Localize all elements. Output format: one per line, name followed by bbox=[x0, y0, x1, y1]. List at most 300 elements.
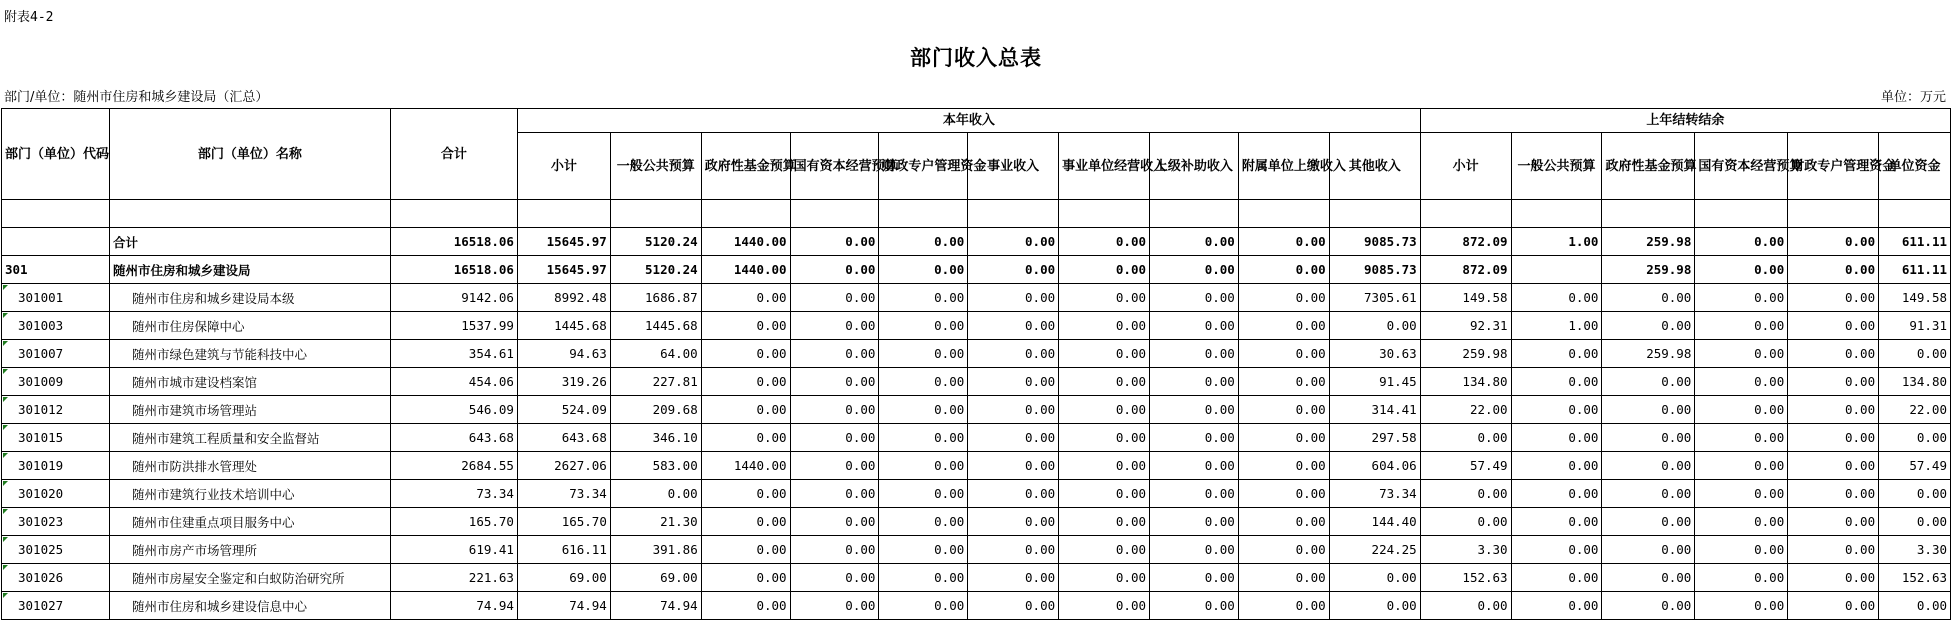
row-value: 224.25 bbox=[1329, 536, 1420, 564]
row-value: 0.00 bbox=[968, 256, 1059, 284]
header-cy-col: 事业收入 bbox=[968, 133, 1059, 200]
report-title: 部门收入总表 bbox=[910, 46, 1042, 70]
row-value: 0.00 bbox=[1695, 480, 1788, 508]
table-row bbox=[2, 228, 1951, 256]
row-value: 0.00 bbox=[879, 424, 968, 452]
row-value: 0.00 bbox=[1511, 368, 1602, 396]
row-value: 15645.97 bbox=[517, 228, 610, 256]
row-value: 0.00 bbox=[879, 228, 968, 256]
row-name: 随州市住房保障中心 bbox=[110, 312, 391, 340]
row-value: 3.30 bbox=[1420, 536, 1511, 564]
row-value: 0.00 bbox=[879, 480, 968, 508]
row-value: 0.00 bbox=[790, 564, 879, 592]
row-value: 1445.68 bbox=[610, 312, 701, 340]
row-value: 0.00 bbox=[1150, 452, 1239, 480]
row-value: 0.00 bbox=[1150, 424, 1239, 452]
row-value: 0.00 bbox=[1602, 368, 1695, 396]
row-value: 0.00 bbox=[879, 312, 968, 340]
row-value: 91.31 bbox=[1879, 312, 1951, 340]
row-value: 0.00 bbox=[1150, 340, 1239, 368]
table-row bbox=[2, 368, 1951, 396]
row-value: 0.00 bbox=[1879, 340, 1951, 368]
row-value: 0.00 bbox=[790, 592, 879, 620]
row-value: 0.00 bbox=[1329, 592, 1420, 620]
row-name: 合计 bbox=[110, 228, 391, 256]
row-value: 0.00 bbox=[1420, 592, 1511, 620]
row-value: 0.00 bbox=[1788, 536, 1879, 564]
row-value: 0.00 bbox=[1150, 312, 1239, 340]
row-value: 0.00 bbox=[1511, 480, 1602, 508]
row-code: 301 bbox=[2, 256, 110, 284]
row-value: 0.00 bbox=[701, 368, 790, 396]
row-value: 0.00 bbox=[701, 592, 790, 620]
table-row bbox=[2, 480, 1951, 508]
row-value: 0.00 bbox=[1511, 592, 1602, 620]
table-body bbox=[2, 228, 1951, 620]
header-total: 合计 bbox=[390, 109, 517, 200]
row-value: 22.00 bbox=[1420, 396, 1511, 424]
row-value: 0.00 bbox=[1602, 312, 1695, 340]
header-cy-col: 事业单位经营收入 bbox=[1059, 133, 1150, 200]
row-value: 0.00 bbox=[1238, 284, 1329, 312]
row-code: 301012 bbox=[2, 396, 110, 424]
row-value: 546.09 bbox=[390, 396, 517, 424]
row-value: 0.00 bbox=[790, 536, 879, 564]
row-value: 346.10 bbox=[610, 424, 701, 452]
header-cy-col: 财政专户管理资金 bbox=[879, 133, 968, 200]
row-value: 0.00 bbox=[1238, 368, 1329, 396]
row-value: 0.00 bbox=[1059, 592, 1150, 620]
row-value: 0.00 bbox=[1695, 312, 1788, 340]
row-value: 0.00 bbox=[1511, 564, 1602, 592]
row-value: 1.00 bbox=[1511, 312, 1602, 340]
table-row bbox=[2, 592, 1951, 620]
header-cy-col: 附属单位上缴收入 bbox=[1238, 133, 1329, 200]
row-value: 0.00 bbox=[1879, 508, 1951, 536]
row-value: 319.26 bbox=[517, 368, 610, 396]
row-value: 0.00 bbox=[1695, 396, 1788, 424]
row-code: 301025 bbox=[2, 536, 110, 564]
row-value: 16518.06 bbox=[390, 256, 517, 284]
row-value: 0.00 bbox=[1150, 592, 1239, 620]
row-code: 301003 bbox=[2, 312, 110, 340]
row-value: 611.11 bbox=[1879, 256, 1951, 284]
row-value: 0.00 bbox=[1602, 592, 1695, 620]
row-value: 73.34 bbox=[390, 480, 517, 508]
row-value: 0.00 bbox=[968, 592, 1059, 620]
row-value: 9142.06 bbox=[390, 284, 517, 312]
row-code: 301001 bbox=[2, 284, 110, 312]
header-name: 部门（单位）名称 bbox=[110, 109, 391, 200]
row-value: 0.00 bbox=[879, 592, 968, 620]
row-value: 149.58 bbox=[1879, 284, 1951, 312]
row-value: 0.00 bbox=[1238, 536, 1329, 564]
header-cy-col: 政府性基金预算 bbox=[701, 133, 790, 200]
row-name: 随州市住房和城乡建设局本级 bbox=[110, 284, 391, 312]
row-value: 0.00 bbox=[879, 508, 968, 536]
row-value: 0.00 bbox=[701, 396, 790, 424]
row-value: 144.40 bbox=[1329, 508, 1420, 536]
row-value: 0.00 bbox=[1788, 228, 1879, 256]
row-code: 301020 bbox=[2, 480, 110, 508]
header-co-col: 财政专户管理资金 bbox=[1788, 133, 1879, 200]
row-value: 0.00 bbox=[1059, 396, 1150, 424]
attachment-label: 附表4-2 bbox=[4, 10, 54, 25]
row-value: 7305.61 bbox=[1329, 284, 1420, 312]
row-value: 616.11 bbox=[517, 536, 610, 564]
row-value: 0.00 bbox=[968, 368, 1059, 396]
table-row bbox=[2, 508, 1951, 536]
row-value: 0.00 bbox=[968, 564, 1059, 592]
row-value: 91.45 bbox=[1329, 368, 1420, 396]
header-co-col: 国有资本经营预算 bbox=[1695, 133, 1788, 200]
row-value: 0.00 bbox=[1059, 284, 1150, 312]
row-value: 0.00 bbox=[790, 340, 879, 368]
row-value: 0.00 bbox=[1238, 312, 1329, 340]
row-value: 30.63 bbox=[1329, 340, 1420, 368]
row-value: 0.00 bbox=[1511, 340, 1602, 368]
row-value: 0.00 bbox=[701, 424, 790, 452]
department-label: 部门/单位：随州市住房和城乡建设局（汇总） bbox=[4, 90, 269, 105]
row-code: 301023 bbox=[2, 508, 110, 536]
row-value: 134.80 bbox=[1879, 368, 1951, 396]
header-cy-col: 上级补助收入 bbox=[1150, 133, 1239, 200]
row-value: 0.00 bbox=[1059, 452, 1150, 480]
row-value: 0.00 bbox=[1059, 256, 1150, 284]
row-name: 随州市住房和城乡建设信息中心 bbox=[110, 592, 391, 620]
row-value: 0.00 bbox=[1150, 228, 1239, 256]
row-value: 0.00 bbox=[1238, 564, 1329, 592]
row-value: 524.09 bbox=[517, 396, 610, 424]
header-cy-col: 一般公共预算 bbox=[610, 133, 701, 200]
row-value: 0.00 bbox=[610, 480, 701, 508]
row-value: 0.00 bbox=[1788, 340, 1879, 368]
row-code: 301009 bbox=[2, 368, 110, 396]
row-value: 0.00 bbox=[1788, 452, 1879, 480]
row-name: 随州市防洪排水管理处 bbox=[110, 452, 391, 480]
row-value: 0.00 bbox=[1150, 396, 1239, 424]
row-code: 301019 bbox=[2, 452, 110, 480]
row-value: 0.00 bbox=[1511, 424, 1602, 452]
row-name: 随州市房屋安全鉴定和白蚁防治研究所 bbox=[110, 564, 391, 592]
row-value: 0.00 bbox=[879, 368, 968, 396]
row-value: 0.00 bbox=[1511, 284, 1602, 312]
row-value: 0.00 bbox=[1059, 480, 1150, 508]
row-value: 0.00 bbox=[1059, 228, 1150, 256]
row-value: 583.00 bbox=[610, 452, 701, 480]
table-row bbox=[2, 284, 1951, 312]
row-value: 8992.48 bbox=[517, 284, 610, 312]
row-value: 0.00 bbox=[1238, 508, 1329, 536]
row-value: 57.49 bbox=[1420, 452, 1511, 480]
header-co-col: 一般公共预算 bbox=[1511, 133, 1602, 200]
row-value: 2684.55 bbox=[390, 452, 517, 480]
row-value: 0.00 bbox=[1695, 368, 1788, 396]
row-value: 5120.24 bbox=[610, 256, 701, 284]
row-value: 0.00 bbox=[1695, 284, 1788, 312]
row-value: 0.00 bbox=[879, 396, 968, 424]
row-value: 0.00 bbox=[1602, 424, 1695, 452]
row-value: 0.00 bbox=[1059, 312, 1150, 340]
row-value: 0.00 bbox=[1788, 508, 1879, 536]
row-value: 0.00 bbox=[1602, 564, 1695, 592]
row-value: 611.11 bbox=[1879, 228, 1951, 256]
row-value: 0.00 bbox=[1059, 424, 1150, 452]
row-value: 1445.68 bbox=[517, 312, 610, 340]
header-co-col: 小计 bbox=[1420, 133, 1511, 200]
row-value: 227.81 bbox=[610, 368, 701, 396]
row-code: 301015 bbox=[2, 424, 110, 452]
row-value: 149.58 bbox=[1420, 284, 1511, 312]
row-code: 301027 bbox=[2, 592, 110, 620]
row-value: 0.00 bbox=[1059, 340, 1150, 368]
row-value: 0.00 bbox=[1879, 424, 1951, 452]
row-value: 134.80 bbox=[1420, 368, 1511, 396]
row-value: 0.00 bbox=[1602, 284, 1695, 312]
row-value: 0.00 bbox=[701, 508, 790, 536]
table-row bbox=[2, 424, 1951, 452]
row-value: 0.00 bbox=[701, 480, 790, 508]
table-row bbox=[2, 536, 1951, 564]
row-value: 0.00 bbox=[790, 312, 879, 340]
row-value: 16518.06 bbox=[390, 228, 517, 256]
row-value: 69.00 bbox=[610, 564, 701, 592]
row-value: 354.61 bbox=[390, 340, 517, 368]
row-value: 64.00 bbox=[610, 340, 701, 368]
row-value: 0.00 bbox=[1695, 592, 1788, 620]
row-value: 0.00 bbox=[1059, 564, 1150, 592]
header-cy-col: 其他收入 bbox=[1329, 133, 1420, 200]
row-value: 0.00 bbox=[1602, 536, 1695, 564]
row-value: 152.63 bbox=[1420, 564, 1511, 592]
row-value: 0.00 bbox=[1695, 256, 1788, 284]
row-value: 0.00 bbox=[1238, 396, 1329, 424]
row-value: 0.00 bbox=[1695, 564, 1788, 592]
row-value: 0.00 bbox=[1420, 480, 1511, 508]
row-value: 604.06 bbox=[1329, 452, 1420, 480]
row-value: 0.00 bbox=[1511, 396, 1602, 424]
row-value: 0.00 bbox=[1238, 592, 1329, 620]
row-value: 0.00 bbox=[790, 228, 879, 256]
row-value: 1440.00 bbox=[701, 228, 790, 256]
row-value: 0.00 bbox=[879, 340, 968, 368]
row-value: 74.94 bbox=[390, 592, 517, 620]
row-value: 0.00 bbox=[1695, 452, 1788, 480]
row-name: 随州市城市建设档案馆 bbox=[110, 368, 391, 396]
row-value: 0.00 bbox=[1150, 508, 1239, 536]
table-row bbox=[2, 256, 1951, 284]
row-name: 随州市建筑行业技术培训中心 bbox=[110, 480, 391, 508]
row-value: 0.00 bbox=[1879, 592, 1951, 620]
row-value: 0.00 bbox=[968, 536, 1059, 564]
header-co-col: 政府性基金预算 bbox=[1602, 133, 1695, 200]
row-value: 0.00 bbox=[1329, 312, 1420, 340]
row-value: 15645.97 bbox=[517, 256, 610, 284]
row-value: 1440.00 bbox=[701, 452, 790, 480]
row-value: 1.00 bbox=[1511, 228, 1602, 256]
row-value: 0.00 bbox=[879, 564, 968, 592]
table-row bbox=[2, 340, 1951, 368]
table-row bbox=[2, 452, 1951, 480]
row-value: 0.00 bbox=[1788, 312, 1879, 340]
row-value: 0.00 bbox=[1695, 508, 1788, 536]
row-value: 259.98 bbox=[1602, 228, 1695, 256]
header-code: 部门（单位）代码 bbox=[2, 109, 110, 200]
row-code bbox=[2, 228, 110, 256]
row-value: 0.00 bbox=[1150, 564, 1239, 592]
row-value: 0.00 bbox=[790, 452, 879, 480]
row-value: 0.00 bbox=[968, 312, 1059, 340]
row-value: 0.00 bbox=[1695, 536, 1788, 564]
row-value: 1440.00 bbox=[701, 256, 790, 284]
row-value: 0.00 bbox=[1329, 564, 1420, 592]
row-value: 0.00 bbox=[1150, 480, 1239, 508]
row-value: 454.06 bbox=[390, 368, 517, 396]
row-value: 0.00 bbox=[701, 564, 790, 592]
row-value: 0.00 bbox=[1788, 592, 1879, 620]
row-value: 0.00 bbox=[790, 480, 879, 508]
row-value: 0.00 bbox=[1150, 284, 1239, 312]
row-value: 21.30 bbox=[610, 508, 701, 536]
row-value: 57.49 bbox=[1879, 452, 1951, 480]
row-value: 209.68 bbox=[610, 396, 701, 424]
row-value: 0.00 bbox=[968, 424, 1059, 452]
row-value: 0.00 bbox=[1511, 508, 1602, 536]
row-value: 0.00 bbox=[1879, 480, 1951, 508]
row-value: 0.00 bbox=[1788, 396, 1879, 424]
row-value: 0.00 bbox=[1788, 256, 1879, 284]
row-value: 0.00 bbox=[1602, 480, 1695, 508]
row-value: 0.00 bbox=[1150, 256, 1239, 284]
row-value: 0.00 bbox=[1150, 368, 1239, 396]
row-value: 165.70 bbox=[390, 508, 517, 536]
row-value: 0.00 bbox=[790, 256, 879, 284]
row-value: 0.00 bbox=[968, 396, 1059, 424]
table-row bbox=[2, 312, 1951, 340]
row-name: 随州市绿色建筑与节能科技中心 bbox=[110, 340, 391, 368]
row-value: 0.00 bbox=[1788, 564, 1879, 592]
row-value: 0.00 bbox=[968, 452, 1059, 480]
row-value: 0.00 bbox=[968, 228, 1059, 256]
row-value: 0.00 bbox=[1238, 340, 1329, 368]
row-value: 73.34 bbox=[517, 480, 610, 508]
row-value: 259.98 bbox=[1420, 340, 1511, 368]
row-value: 872.09 bbox=[1420, 256, 1511, 284]
row-value: 0.00 bbox=[1788, 284, 1879, 312]
row-value: 0.00 bbox=[1059, 368, 1150, 396]
header-cy-col: 小计 bbox=[517, 133, 610, 200]
row-value: 0.00 bbox=[1788, 480, 1879, 508]
row-name: 随州市住建重点项目服务中心 bbox=[110, 508, 391, 536]
row-value: 259.98 bbox=[1602, 256, 1695, 284]
row-value: 619.41 bbox=[390, 536, 517, 564]
row-value: 9085.73 bbox=[1329, 256, 1420, 284]
row-value: 22.00 bbox=[1879, 396, 1951, 424]
income-summary-table bbox=[1, 108, 1951, 620]
row-value: 0.00 bbox=[790, 424, 879, 452]
row-value: 0.00 bbox=[1238, 452, 1329, 480]
row-value: 0.00 bbox=[1238, 424, 1329, 452]
row-value: 0.00 bbox=[1059, 536, 1150, 564]
row-value: 0.00 bbox=[1602, 396, 1695, 424]
row-value: 94.63 bbox=[517, 340, 610, 368]
row-value: 92.31 bbox=[1420, 312, 1511, 340]
row-value: 0.00 bbox=[1695, 340, 1788, 368]
row-code: 301026 bbox=[2, 564, 110, 592]
row-value: 391.86 bbox=[610, 536, 701, 564]
row-value: 3.30 bbox=[1879, 536, 1951, 564]
header-current-year: 本年收入 bbox=[517, 109, 1420, 133]
row-value bbox=[1511, 256, 1602, 284]
row-value: 9085.73 bbox=[1329, 228, 1420, 256]
row-value: 2627.06 bbox=[517, 452, 610, 480]
row-value: 0.00 bbox=[1150, 536, 1239, 564]
row-value: 69.00 bbox=[517, 564, 610, 592]
row-value: 1686.87 bbox=[610, 284, 701, 312]
unit-label: 单位：万元 bbox=[1880, 90, 1946, 105]
row-value: 0.00 bbox=[790, 368, 879, 396]
row-value: 0.00 bbox=[1420, 424, 1511, 452]
row-value: 0.00 bbox=[1059, 508, 1150, 536]
row-value: 0.00 bbox=[1420, 508, 1511, 536]
row-value: 0.00 bbox=[1511, 452, 1602, 480]
row-name: 随州市住房和城乡建设局 bbox=[110, 256, 391, 284]
row-value: 259.98 bbox=[1602, 340, 1695, 368]
row-value: 0.00 bbox=[879, 536, 968, 564]
header-co-col: 单位资金 bbox=[1879, 133, 1951, 200]
table-row bbox=[2, 396, 1951, 424]
row-value: 643.68 bbox=[517, 424, 610, 452]
row-name: 随州市房产市场管理所 bbox=[110, 536, 391, 564]
header-carryover: 上年结转结余 bbox=[1420, 109, 1950, 133]
row-value: 5120.24 bbox=[610, 228, 701, 256]
row-value: 0.00 bbox=[968, 508, 1059, 536]
row-value: 73.34 bbox=[1329, 480, 1420, 508]
header-cy-col: 国有资本经营预算 bbox=[790, 133, 879, 200]
row-value: 165.70 bbox=[517, 508, 610, 536]
row-value: 0.00 bbox=[1695, 424, 1788, 452]
row-value: 0.00 bbox=[1788, 368, 1879, 396]
table-row bbox=[2, 564, 1951, 592]
row-value: 0.00 bbox=[1511, 536, 1602, 564]
row-value: 0.00 bbox=[879, 284, 968, 312]
row-value: 0.00 bbox=[701, 312, 790, 340]
row-name: 随州市建筑工程质量和安全监督站 bbox=[110, 424, 391, 452]
row-value: 0.00 bbox=[1602, 508, 1695, 536]
row-value: 0.00 bbox=[701, 284, 790, 312]
row-value: 0.00 bbox=[879, 452, 968, 480]
row-code: 301007 bbox=[2, 340, 110, 368]
row-value: 314.41 bbox=[1329, 396, 1420, 424]
row-value: 0.00 bbox=[701, 536, 790, 564]
row-value: 0.00 bbox=[1602, 452, 1695, 480]
row-value: 0.00 bbox=[701, 340, 790, 368]
row-value: 0.00 bbox=[1695, 228, 1788, 256]
row-value: 152.63 bbox=[1879, 564, 1951, 592]
row-value: 74.94 bbox=[610, 592, 701, 620]
row-value: 0.00 bbox=[1788, 424, 1879, 452]
row-value: 0.00 bbox=[1238, 228, 1329, 256]
row-value: 0.00 bbox=[968, 340, 1059, 368]
row-value: 0.00 bbox=[1238, 480, 1329, 508]
row-value: 0.00 bbox=[968, 284, 1059, 312]
row-value: 0.00 bbox=[879, 256, 968, 284]
row-value: 872.09 bbox=[1420, 228, 1511, 256]
row-value: 0.00 bbox=[790, 508, 879, 536]
row-value: 0.00 bbox=[790, 284, 879, 312]
row-value: 643.68 bbox=[390, 424, 517, 452]
row-value: 0.00 bbox=[968, 480, 1059, 508]
